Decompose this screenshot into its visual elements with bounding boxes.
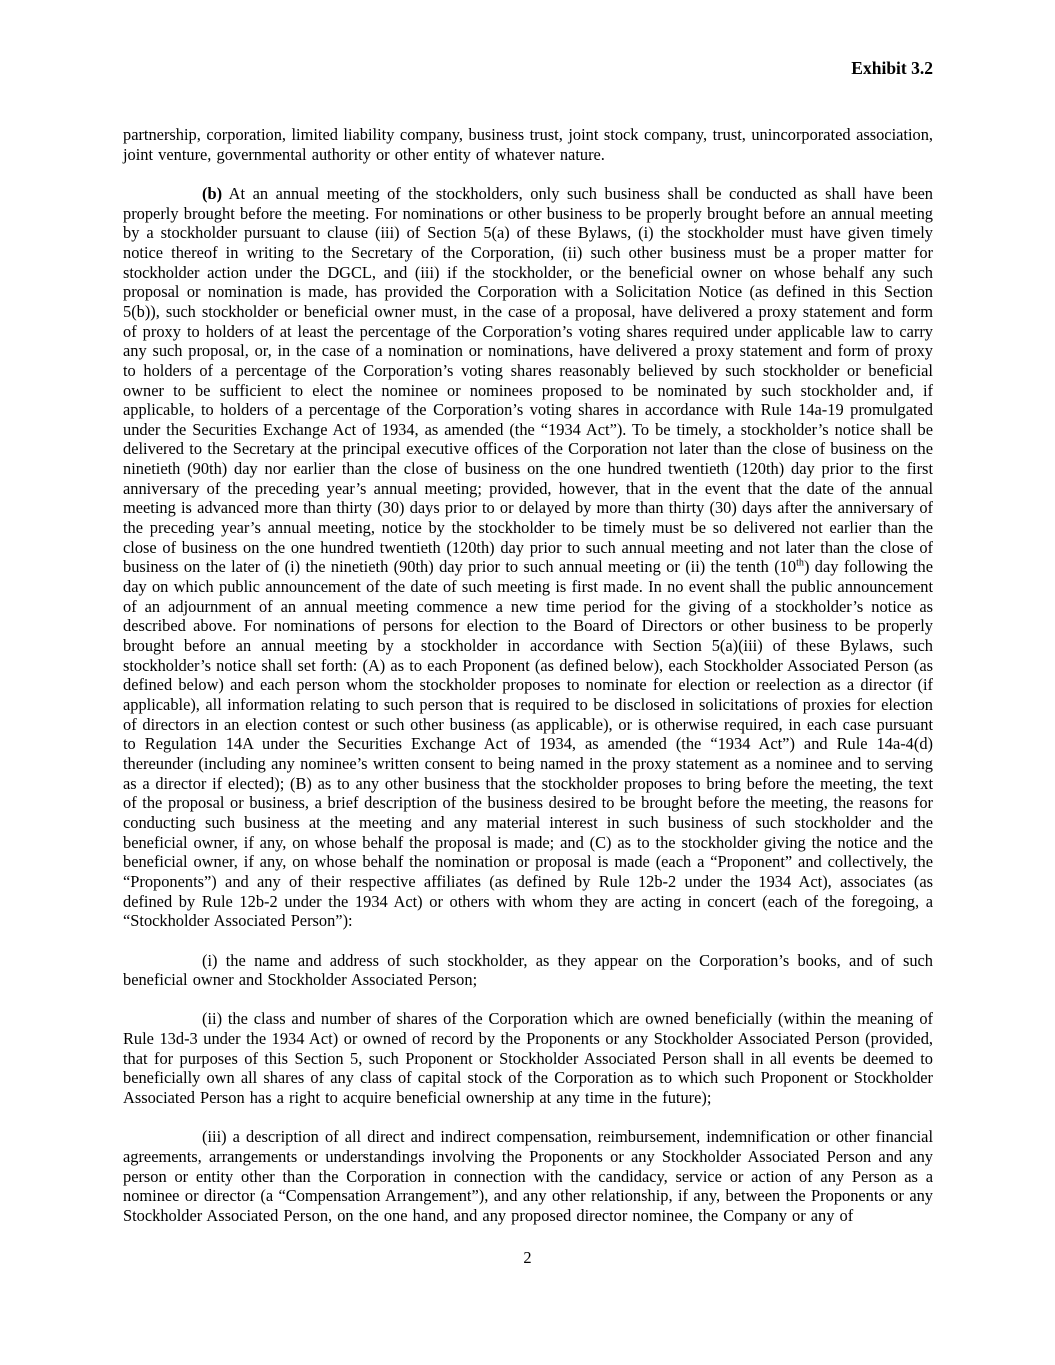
exhibit-label: Exhibit 3.2 (851, 58, 933, 78)
paragraph-section-b (123, 184, 933, 931)
paragraph-section-b-text-1: At an annual meeting of the stockholders, only such business shall be conducted as shall have been properly brought before the meeting. For nominations or other business to be properly brought before an annual meeting by a stockholder pursuant to clause (iii) of Section 5(a) of these Bylaws, (i) the stockholder must have given timely notice thereof in writing to the Secretary of the Corporation, (ii) such other business must be a proper matter for stockholder action under the DGCL, and (iii) if the stockholder, or the beneficial owner on whose behalf any such proposal or nomination is made, has provided the Corporation with a Solicitation Notice (as defined in this Section 5(b)), such stockholder or beneficial owner must, in the case of a proposal, have delivered a proxy statement and form of proxy to holders of at least the percentage of the Corporation’s voting shares required under applicable law to carry any such proposal, or, in the case of a nomination or nominations, have delivered a proxy statement and form of proxy to holders of a percentage of the Corporation’s voting shares reasonably believed by such stockholder or beneficial owner to be sufficient to elect the nominee or nominees proposed to be nominated by such stockholder and, if applicable, to holders of a percentage of the Corporation’s voting shares in accordance with Rule 14a-19 promulgated under the Securities Exchange Act of 1934, as amended (the “1934 Act”). To be timely, a stockholder’s notice shall be delivered to the Secretary at the principal executive offices of the Corporation not later than the close of business on the ninetieth (90th) day nor earlier than the close of business on the one hundred twentieth (120th) day prior to the first anniversary of the preceding year’s annual meeting; provided, however, that in the event that the date of the annual meeting is advanced more than thirty (30) days prior to or delayed by more than thirty (30) days after the anniversary of the preceding year’s annual meeting, notice by the stockholder to be timely must be so delivered not earlier than the close of business on the one hundred twentieth (120th) day prior to such annual meeting and not later than the close of business on the later of (i) the ninetieth (90th) day prior to such annual meeting or (ii) the tenth (10 (123, 183, 933, 577)
paragraph-section-b-lead: (b) (202, 183, 223, 203)
paragraph-item-i: (i) the name and address of such stockholder, as they appear on the Corporation’s books, and of such beneficial owner and Stockholder Associated Person; (123, 950, 933, 990)
ordinal-superscript: th (796, 557, 804, 569)
paragraph-section-b-text-2: ) day following the day on which public announcement of the date of such meeting is first made. In no event shall the public announcement of an adjournment of an annual meeting commence a new time period for the giving of a stockholder’s notice as described above. For nominations of persons for election to the Board of Directors or other business to be properly brought before an annual meeting by a stockholder in accordance with Section 5(a)(iii) of these Bylaws, such stockholder’s notice shall set forth: (A) as to each Proponent (as defined below), each Stockholder Associated Person (as defined below) and each person whom the stockholder proposes to nominate for election or reelection as a director (if applicable), all information relating to such person that is required to be disclosed in solicitations of proxies for election of directors in an election contest or such other business (as applicable), or is otherwise required, in each case pursuant to Regulation 14A under the Securities Exchange Act of 1934, as amended (the “1934 Act”) and Rule 14a-4(d) thereunder (including any nominee’s written consent to being named in the proxy statement as a nominee and to serving as a director if elected); (B) as to any other business that the stockholder proposes to bring before the meeting, the text of the proposal or business, a brief description of the business desired to be brought before the meeting, the reasons for conducting such business at the meeting and any material interest in such business of such stockholder and the beneficial owner, if any, on whose behalf the proposal is made; and (C) as to the stockholder giving the notice and the beneficial owner, if any, on whose behalf the nomination or proposal is made (each a “Proponent” and collectively, the “Proponents”) and any of their respective affiliates (as defined by Rule 12b-2 under the 1934 Act), associates (as defined by Rule 12b-2 under the 1934 Act) or others with whom they are acting in concert (each of the foregoing, a “Stockholder Associated Person”): (123, 557, 934, 931)
paragraph-continuation: partnership, corporation, limited liability company, business trust, joint stock company, trust, unincorporated association, joint venture, governmental authority or other entity of whatever nature. (123, 125, 933, 164)
page-number: 2 (523, 1248, 532, 1267)
paragraph-item-iii: (iii) a description of all direct and indirect compensation, reimbursement, indemnification or other financial agreements, arrangements or understandings involving the Proponents or any Stockholder Associated Person and any person or entity other than the Corporation in connection with the candidacy, service or action of any Person as a nominee or director (a “Compensation Arrangement”), and any other relationship, if any, between the Proponents or any Stockholder Associated Person, on the one hand, and any proposed director nominee, the Company or any of (123, 1127, 933, 1226)
paragraph-item-ii: (ii) the class and number of shares of the Corporation which are owned beneficially (within the meaning of Rule 13d-3 under the 1934 Act) or owned of record by the Proponents or any Stockholder Associated Person (provided, that for purposes of this Section 5, such Proponent or Stockholder Associated Person shall in all events be deemed to beneficially own all shares of any class of capital stock of the Corporation as to which such Proponent or Stockholder Associated Person has a right to acquire beneficial ownership at any time in the future); (123, 1009, 933, 1108)
